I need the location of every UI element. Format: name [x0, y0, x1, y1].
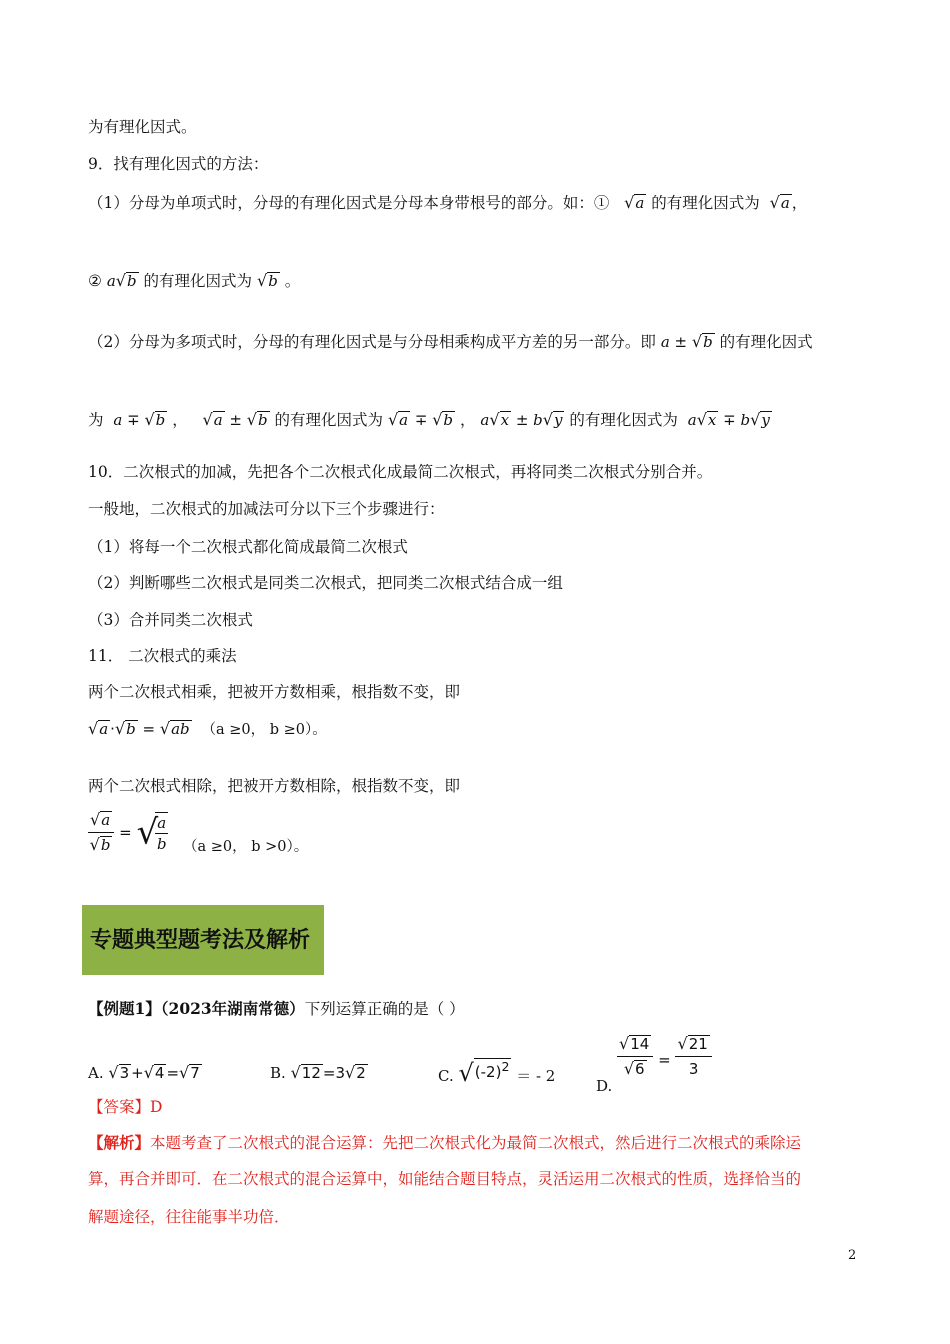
formula-multiply: √a ·√b = √ab （a ≥0， b ≥0）。 — [88, 719, 327, 738]
page-number: 2 — [848, 1248, 857, 1263]
analysis-line: 算，再合并即可．在二次根式的混合运算中，如能结合题目特点，灵活运用二次根式的性质，选择恰当的 — [88, 1170, 802, 1188]
text-line: （2）分母为多项式时，分母的有理化因式是与分母相乘构成平方差的另一部分。即 a ± √b 的有理化因式 — [88, 332, 813, 351]
option-d: D. $\frac{√14}{√6}$ = $\frac{√21}{3}$ — [596, 1032, 712, 1081]
section-banner — [82, 905, 324, 975]
analysis-line: 解题途径，往往能事半功倍． — [88, 1208, 290, 1226]
example-question: 【例题1】（2023年湖南常德）下列运算正确的是（ ） — [88, 999, 465, 1018]
text-line: （1）分母为单项式时，分母的有理化因式是分母本身带根号的部分。如：① √a 的有理化因式为 √a ， — [88, 193, 808, 212]
text-line: ② a√b 的有理化因式为 √b 。 — [88, 271, 301, 290]
text-line: 为 a ∓ √b ， √a ± √b 的有理化因式为 √a ∓ √b ， a√x ± b√y 的有理化因式为 a√x ∓ b√y — [88, 410, 770, 429]
text-line: 两个二次根式相除，把被开方数相除，根指数不变，即 — [88, 777, 461, 795]
answer-line: 【答案】D — [88, 1098, 163, 1116]
text-line: 为有理化因式。 — [88, 118, 197, 136]
text-line: 两个二次根式相乘，把被开方数相乘，根指数不变，即 — [88, 683, 461, 701]
text-line: （3）合并同类二次根式 — [88, 611, 253, 629]
option-c: C. $√(-2)^2$ ＝ - 2 — [438, 1059, 556, 1087]
text-line: （2）判断哪些二次根式是同类二次根式，把同类二次根式结合成一组 — [88, 574, 563, 592]
section-title: 专题典型题考法及解析 — [90, 928, 311, 953]
text-line: 9．找有理化因式的方法： — [88, 155, 269, 173]
text-line: 10．二次根式的加减，先把各个二次根式化成最简二次根式，再将同类二次根式分别合并。 — [88, 463, 713, 481]
option-b: B. √12 =3√2 — [270, 1063, 366, 1082]
text-line: （1）将每一个二次根式都化简成最简二次根式 — [88, 538, 408, 556]
example-options — [88, 1032, 848, 1095]
option-a: A. √3 +√4 =√7 — [88, 1063, 200, 1082]
analysis-line: 【解析】本题考查了二次根式的混合运算：先把二次根式化为最简二次根式，然后进行二次根式的乘除运 — [88, 1133, 802, 1152]
formula-divide: $\frac{√a}{√b}$ = √ $\frac{a}{b}$ （a ≥0， b >0）。 — [89, 810, 309, 855]
text-line: 一般地，二次根式的加减法可分以下三个步骤进行： — [88, 500, 445, 518]
text-line: 11． 二次根式的乘法 — [88, 647, 237, 665]
